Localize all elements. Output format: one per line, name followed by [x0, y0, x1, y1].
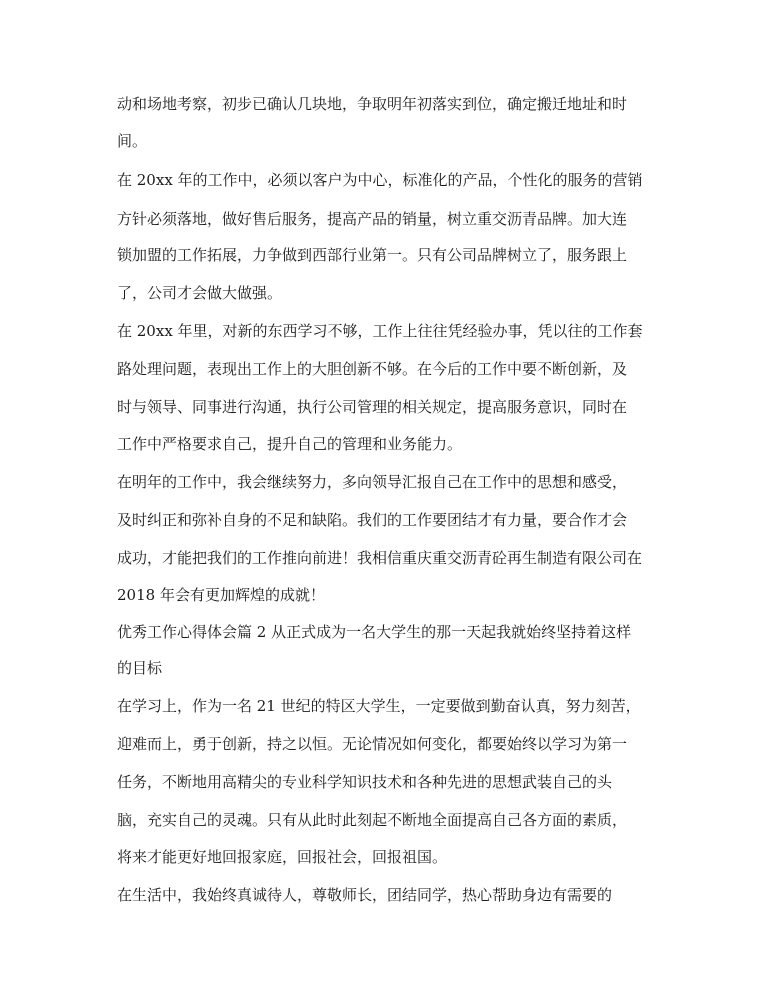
text-line: 方针必须落地，做好售后服务，提高产品的销量，树立重交沥青品牌。加大连	[117, 210, 628, 228]
text-line: 工作中严格要求自己，提升自己的管理和业务能力。	[117, 435, 463, 453]
text-line: 在 20xx 年里，对新的东西学习不够，工作上往往凭经验办事，凭以往的工作套	[117, 322, 643, 340]
text-line: 及时纠正和弥补自身的不足和缺陷。我们的工作要团结才有力量，要合作才会	[117, 511, 628, 529]
text-line: 在明年的工作中，我会继续努力，多向领导汇报自己在工作中的思想和感受，	[117, 473, 628, 491]
text-line: 的目标	[117, 659, 163, 677]
text-line: 迎难而上，勇于创新，持之以恒。无论情况如何变化，都要始终以学习为第一	[117, 735, 628, 753]
text-line: 2018 年会有更加辉煌的成就！	[117, 586, 325, 604]
text-line: 了，公司才会做大做强。	[117, 284, 283, 302]
text-line: 优秀工作心得体会篇 2 从正式成为一名大学生的那一天起我就始终坚持着这样	[117, 623, 632, 641]
text-line: 动和场地考察，初步已确认几块地，争取明年初落实到位，确定搬迁地址和时	[117, 95, 628, 113]
text-line: 路处理问题，表现出工作上的大胆创新不够。在今后的工作中要不断创新，及	[117, 360, 628, 378]
text-line: 将来才能更好地回报家庭，回报社会，回报祖国。	[117, 848, 448, 866]
text-line: 脑，充实自己的灵魂。只有从此时此刻起不断地全面提高自己各方面的素质，	[117, 811, 628, 829]
text-line: 在生活中，我始终真诚待人，尊敬师长，团结同学，热心帮助身边有需要的	[117, 886, 613, 904]
text-line: 在学习上，作为一名 21 世纪的特区大学生，一定要做到勤奋认真，努力刻苦，	[117, 697, 641, 715]
text-line: 任务，不断地用高精尖的专业科学知识技术和各种先进的思想武装自己的头	[117, 773, 613, 791]
text-line: 时与领导、同事进行沟通，执行公司管理的相关规定，提高服务意识，同时在	[117, 398, 628, 416]
text-line: 在 20xx 年的工作中，必须以客户为中心，标准化的产品，个性化的服务的营销	[117, 171, 643, 189]
text-line: 间。	[117, 132, 148, 150]
text-line: 锁加盟的工作拓展，力争做到西部行业第一。只有公司品牌树立了，服务跟上	[117, 246, 628, 264]
text-line: 成功，才能把我们的工作推向前进！我相信重庆重交沥青砼再生制造有限公司在	[117, 549, 643, 567]
